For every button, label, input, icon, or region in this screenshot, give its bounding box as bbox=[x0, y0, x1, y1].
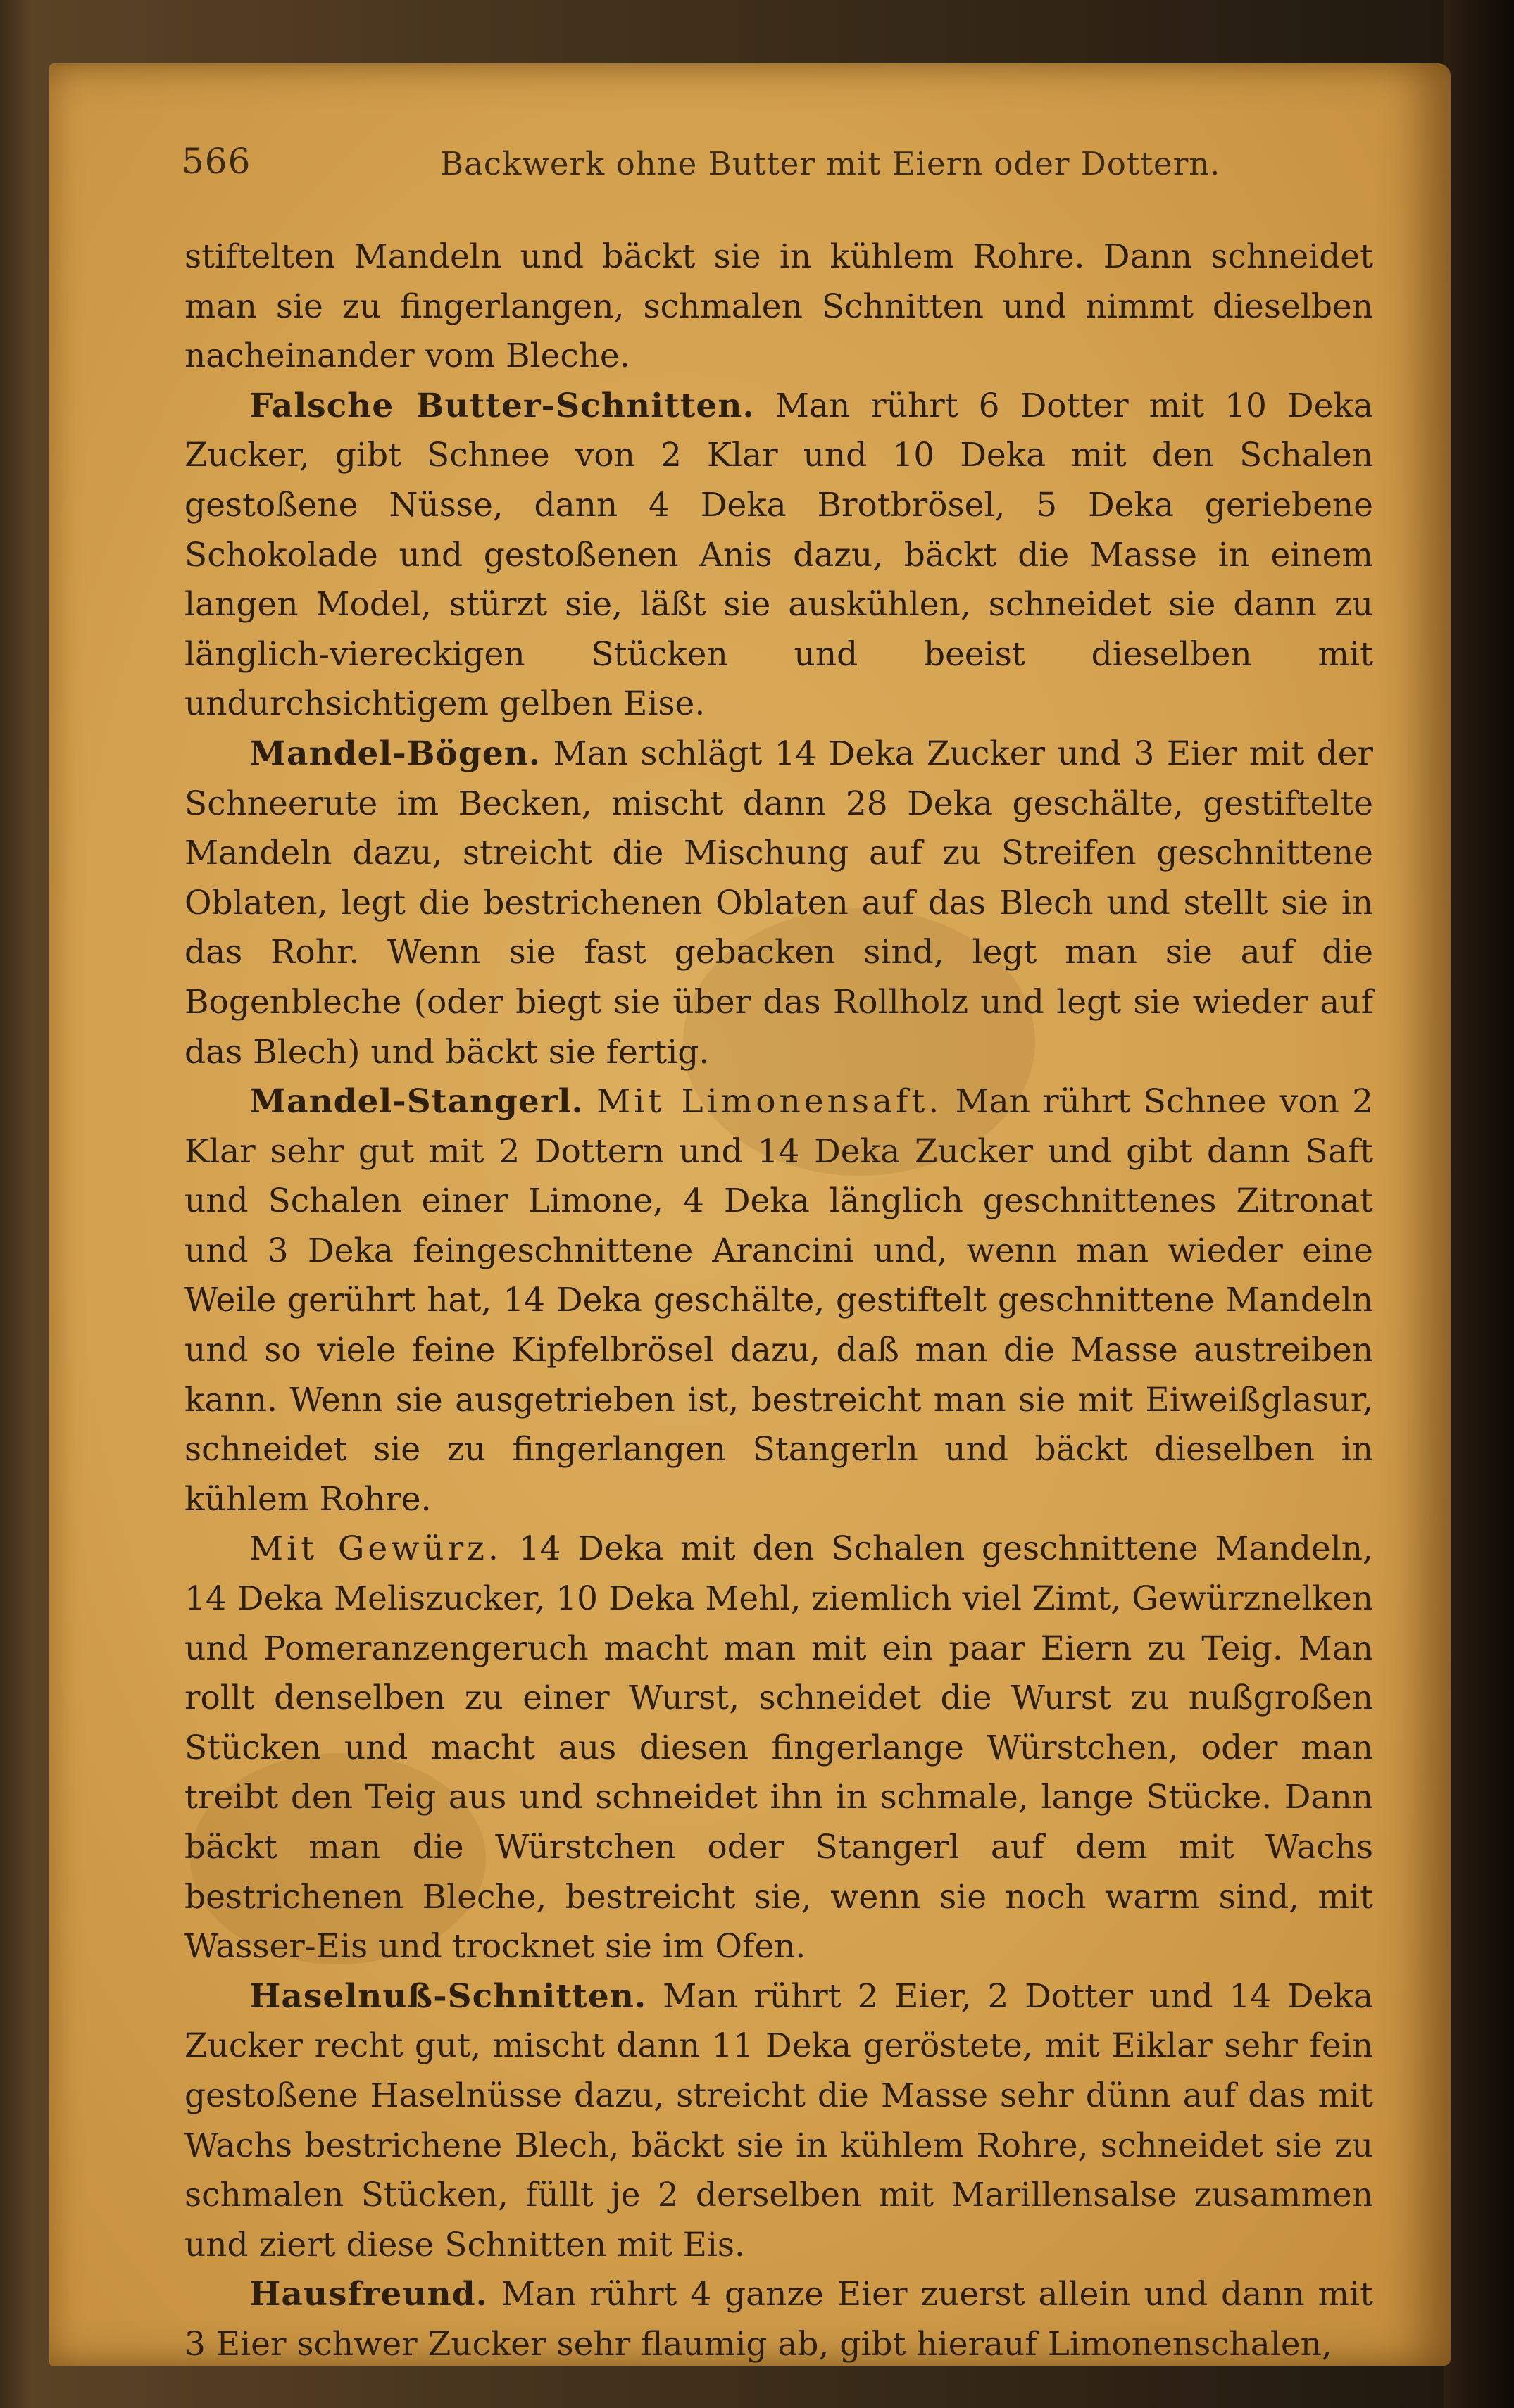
recipe-text: 14 Deka mit den Schalen geschnittene Mandeln, 14 Deka Meliszucker, 10 Deka Mehl, ziemlich viel Zimt, Gewürznelken und Pomeranzengeruch macht man mit ein paar Eiern zu Teig. Man rollt denselben zu einer Wurst, schneidet die Wurst zu nußgroßen Stücken und macht aus diesen fingerlange Würstchen, oder man treibt den Teig aus und schneidet ihn in schmale, lange Stücke. Dann bäckt man die Würstchen oder Stangerl auf dem mit Wachs bestrichenen Bleche, bestreicht sie, wenn sie noch warm sind, mit Wasser-Eis und trocknet sie im Ofen. bbox=[184, 1529, 1373, 1967]
recipe-heading: Mandel-Bögen. bbox=[249, 734, 542, 773]
recipe-mandel-stangerl bbox=[184, 1077, 1373, 1524]
recipe-text: Man rührt 4 ganze Eier zuerst allein und dann mit 3 Eier schwer Zucker sehr flaumig ab, gibt hierauf Limonenschalen, bbox=[184, 2275, 1373, 2364]
recipe-heading: Mandel-Stangerl. bbox=[249, 1082, 584, 1122]
recipe-subheading: Mit Gewürz. bbox=[249, 1529, 502, 1569]
book-spine-shadow bbox=[1444, 0, 1514, 2408]
recipe-heading: Hausfreund. bbox=[249, 2275, 488, 2314]
recipe-haselnuss-schnitten bbox=[184, 1972, 1373, 2271]
recipe-text: Man rührt 6 Dotter mit 10 Deka Zucker, gibt Schnee von 2 Klar und 10 Deka mit den Schalen gestoßene Nüsse, dann 4 Deka Brotbrösel, 5 Deka geriebene Schokolade und gestoßenen Anis dazu, bäckt die Masse in einem langen Model, stürzt sie, läßt sie auskühlen, schneidet sie dann zu länglich-viereckigen Stücken und beeist dieselben mit undurchsichtigem gelben Eise. bbox=[184, 386, 1373, 724]
recipe-subheading: Mit Limonensaft. bbox=[596, 1082, 943, 1122]
recipe-heading: Falsche Butter-Schnitten. bbox=[249, 386, 755, 425]
recipe-text bbox=[184, 232, 1373, 2364]
recipe-text: Man schlägt 14 Deka Zucker und 3 Eier mit der Schneerute im Becken, mischt dann 28 Deka geschälte, gestiftelte Mandeln dazu, streicht die Mischung auf zu Streifen geschnittene Oblaten, legt die bestrichenen Oblaten auf das Blech und stellt sie in das Rohr. Wenn sie fast gebacken sind, legt man sie auf die Bogenbleche (oder biegt sie über das Rollholz und legt sie wieder auf das Blech) und bäckt sie fertig. bbox=[184, 734, 1373, 1072]
recipe-mit-gewuerz bbox=[184, 1524, 1373, 1971]
recipe-falsche-butter-schnitten bbox=[184, 382, 1373, 729]
page-number: 566 bbox=[182, 141, 251, 182]
paragraph-continuation bbox=[184, 232, 1373, 382]
page-header bbox=[176, 141, 1373, 197]
recipe-text: Man rührt 2 Eier, 2 Dotter und 14 Deka Zucker recht gut, mischt dann 11 Deka geröstete, mit Eiklar sehr fein gestoßene Haselnüsse dazu, streicht die Masse sehr dünn auf das mit Wachs bestrichene Blech, bäckt sie in kühlem Rohre, schneidet sie zu schmalen Stücken, füllt je 2 derselben mit Marillensalse zusammen und ziert diese Schnitten mit Eis. bbox=[184, 1976, 1373, 2264]
recipe-heading: Haselnuß-Schnitten. bbox=[249, 1976, 647, 2016]
recipe-mandel-boegen bbox=[184, 729, 1373, 1077]
paragraph-text: stiftelten Mandeln und bäckt sie in kühlem Rohre. Dann schneidet man sie zu fingerlangen, schmalen Schnitten und nimmt dieselben nacheinander vom Bleche. bbox=[184, 237, 1373, 376]
running-title: Backwerk ohne Butter mit Eiern oder Dottern. bbox=[440, 145, 1221, 182]
recipe-text: Man rührt Schnee von 2 Klar sehr gut mit 2 Dottern und 14 Deka Zucker und gibt dann Saft und Schalen einer Limone, 4 Deka länglich geschnittenes Zitronat und 3 Deka feingeschnittene Arancini und, wenn man wieder eine Weile gerührt hat, 14 Deka geschälte, gestiftelt geschnittene Mandeln und so viele feine Kipfelbrösel dazu, daß man die Masse austreiben kann. Wenn sie ausgetrieben ist, bestreicht man sie mit Eiweißglasur, schneidet sie zu fingerlangen Stangerln und bäckt dieselben in kühlem Rohre. bbox=[184, 1082, 1373, 1519]
recipe-hausfreund bbox=[184, 2270, 1373, 2369]
